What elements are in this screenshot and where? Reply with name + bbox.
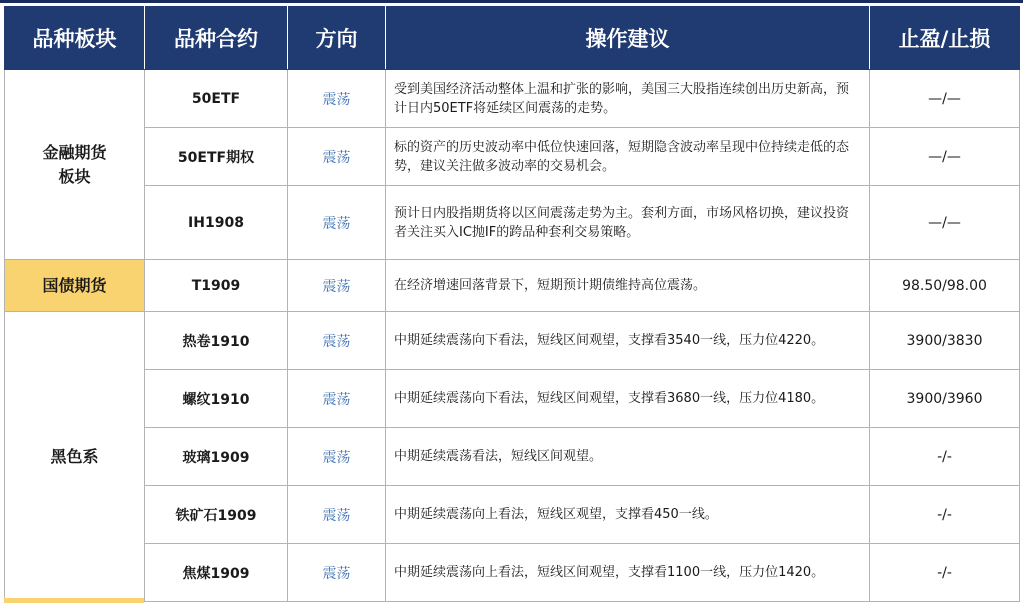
direction-cell: 震荡 bbox=[288, 428, 386, 486]
contract-cell: 焦煤1909 bbox=[145, 544, 288, 602]
bottom-gold-accent bbox=[4, 598, 144, 603]
advice-cell: 在经济增速回落背景下，短期预计期债维持高位震荡。 bbox=[386, 260, 870, 312]
advice-cell: 中期延续震荡向上看法，短线区间观望，支撑看1100一线，压力位1420。 bbox=[386, 544, 870, 602]
contract-cell: 螺纹1910 bbox=[145, 370, 288, 428]
header-advice: 操作建议 bbox=[386, 7, 870, 70]
direction-cell: 震荡 bbox=[288, 312, 386, 370]
advice-cell: 预计日内股指期货将以区间震荡走势为主。套利方面，市场风格切换，建议投资者关注买入IC抛IF的跨品种套利交易策略。 bbox=[386, 186, 870, 260]
direction-cell: 震荡 bbox=[288, 370, 386, 428]
header-row bbox=[5, 7, 1020, 70]
direction-cell: 震荡 bbox=[288, 128, 386, 186]
tp-sl-cell: 98.50/98.00 bbox=[870, 260, 1020, 312]
strategy-table bbox=[4, 6, 1020, 602]
table-row bbox=[5, 260, 1020, 312]
header-direction: 方向 bbox=[288, 7, 386, 70]
table-row bbox=[5, 370, 1020, 428]
contract-cell: 铁矿石1909 bbox=[145, 486, 288, 544]
header-contract: 品种合约 bbox=[145, 7, 288, 70]
contract-cell: 热卷1910 bbox=[145, 312, 288, 370]
sector-financial: 金融期货 板块 bbox=[5, 70, 145, 260]
advice-cell: 中期延续震荡看法，短线区间观望。 bbox=[386, 428, 870, 486]
direction-cell: 震荡 bbox=[288, 544, 386, 602]
sector-bond: 国债期货 bbox=[5, 260, 145, 312]
advice-cell: 中期延续震荡向上看法，短线区观望，支撑看450一线。 bbox=[386, 486, 870, 544]
tp-sl-cell: —/— bbox=[870, 128, 1020, 186]
table-row bbox=[5, 486, 1020, 544]
direction-cell: 震荡 bbox=[288, 260, 386, 312]
table-row bbox=[5, 70, 1020, 128]
table-row bbox=[5, 544, 1020, 602]
direction-cell: 震荡 bbox=[288, 70, 386, 128]
tp-sl-cell: —/— bbox=[870, 186, 1020, 260]
direction-cell: 震荡 bbox=[288, 186, 386, 260]
sector-black: 黑色系 bbox=[5, 312, 145, 602]
tp-sl-cell: 3900/3830 bbox=[870, 312, 1020, 370]
advice-cell: 标的资产的历史波动率中低位快速回落，短期隐含波动率呈现中位持续走低的态势，建议关注做多波动率的交易机会。 bbox=[386, 128, 870, 186]
header-sector: 品种板块 bbox=[5, 7, 145, 70]
direction-cell: 震荡 bbox=[288, 486, 386, 544]
table-row bbox=[5, 128, 1020, 186]
contract-cell: IH1908 bbox=[145, 186, 288, 260]
table-row bbox=[5, 312, 1020, 370]
table-row bbox=[5, 428, 1020, 486]
tp-sl-cell: -/- bbox=[870, 544, 1020, 602]
table-row bbox=[5, 186, 1020, 260]
tp-sl-cell: 3900/3960 bbox=[870, 370, 1020, 428]
tp-sl-cell: -/- bbox=[870, 428, 1020, 486]
contract-cell: T1909 bbox=[145, 260, 288, 312]
tp-sl-cell: -/- bbox=[870, 486, 1020, 544]
advice-cell: 中期延续震荡向下看法，短线区间观望，支撑看3540一线，压力位4220。 bbox=[386, 312, 870, 370]
contract-cell: 50ETF bbox=[145, 70, 288, 128]
header-tp-sl: 止盈/止损 bbox=[870, 7, 1020, 70]
tp-sl-cell: —/— bbox=[870, 70, 1020, 128]
contract-cell: 玻璃1909 bbox=[145, 428, 288, 486]
advice-cell: 受到美国经济活动整体上温和扩张的影响，美国三大股指连续创出历史新高，预计日内50ETF将延续区间震荡的走势。 bbox=[386, 70, 870, 128]
advice-cell: 中期延续震荡向下看法，短线区间观望，支撑看3680一线，压力位4180。 bbox=[386, 370, 870, 428]
contract-cell: 50ETF期权 bbox=[145, 128, 288, 186]
